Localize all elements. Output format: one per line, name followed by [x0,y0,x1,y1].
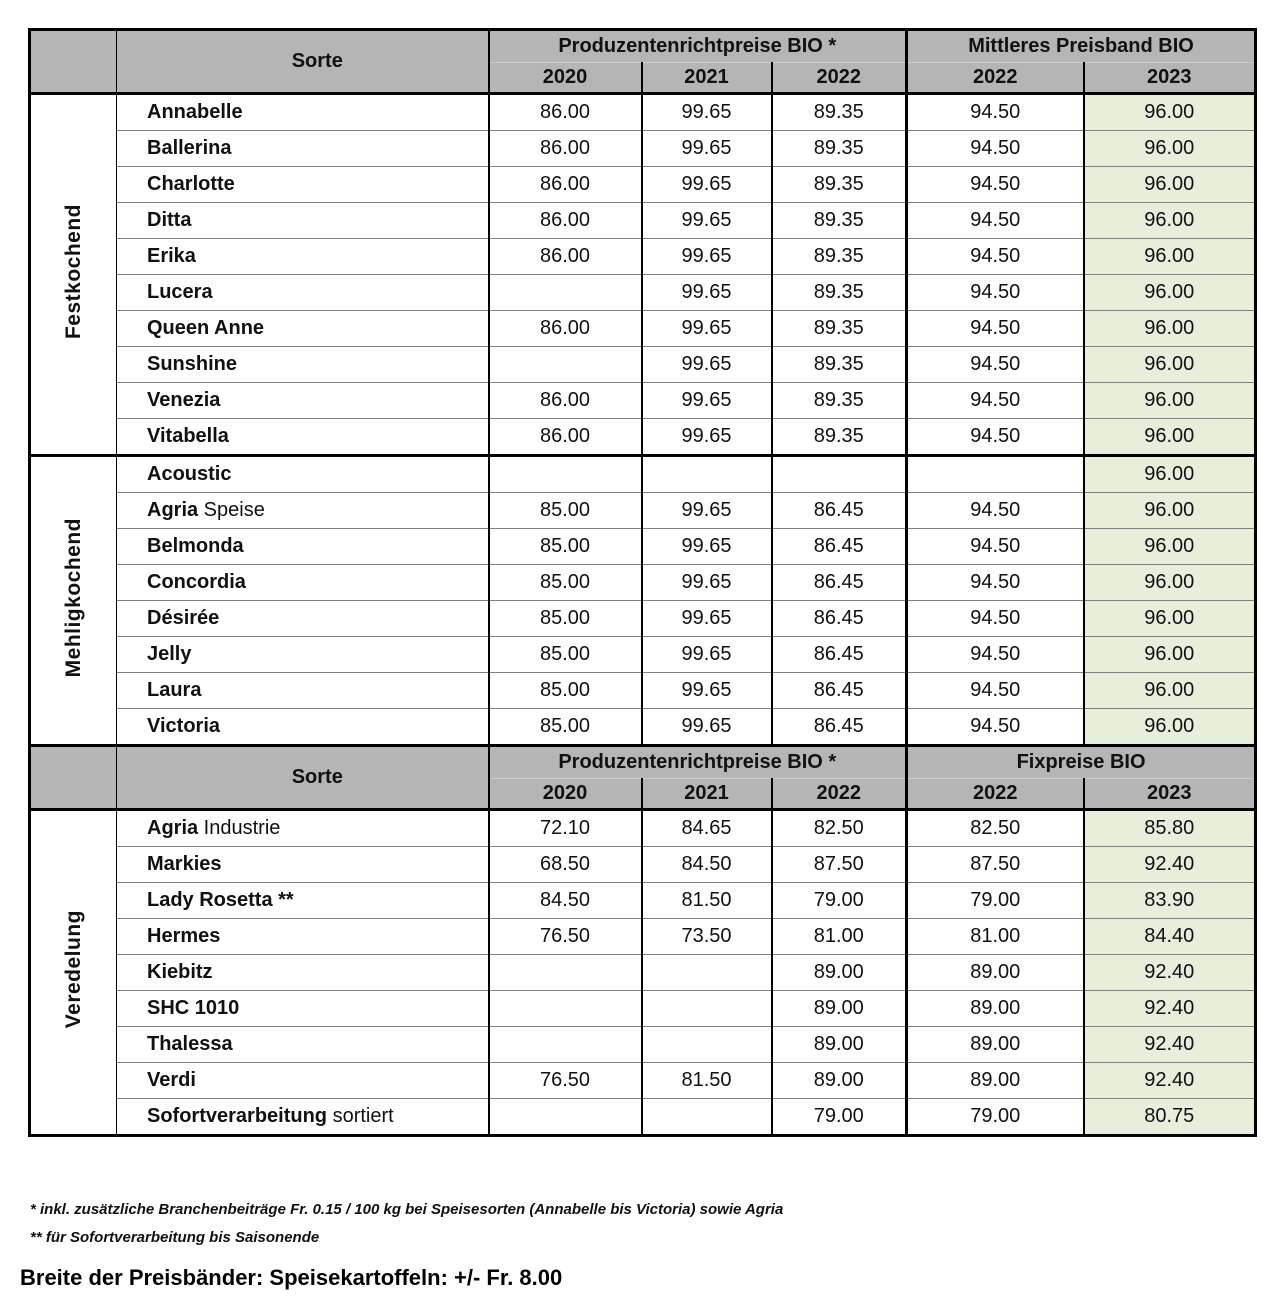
price-cell: 99.65 [642,601,772,637]
price-cell: 99.65 [642,709,772,746]
footnotes [30,1196,783,1252]
price-cell: 99.65 [642,275,772,311]
header-group-row [30,746,1256,779]
header-category-spacer [30,30,117,94]
table-row [30,131,1256,167]
table-row [30,203,1256,239]
category-label: Veredelung [62,910,85,1029]
price-cell: 86.00 [489,94,642,131]
variety-name: Lucera [147,281,213,303]
price-cell: 86.00 [489,167,642,203]
price-cell [489,1099,642,1136]
variety-name: Agria [147,499,199,521]
price-cell: 92.40 [1084,847,1256,883]
variety-name-cell [117,1099,489,1136]
header-year: 2020 [489,63,642,94]
price-cell: 86.00 [489,203,642,239]
price-cell: 94.50 [907,709,1084,746]
price-cell: 86.45 [772,493,907,529]
price-band-note: Breite der Preisbänder: Speisekartoffeln: +/- Fr. 8.00 [20,1265,563,1290]
price-cell [489,991,642,1027]
price-cell: 89.00 [772,1027,907,1063]
header-year: 2023 [1084,779,1256,810]
table-row [30,529,1256,565]
price-cell: 99.65 [642,383,772,419]
price-cell: 87.50 [772,847,907,883]
variety-name: Erika [147,245,196,267]
price-cell: 99.65 [642,311,772,347]
variety-name-suffix: Speise [198,499,265,521]
price-cell: 82.50 [772,810,907,847]
price-cell: 99.65 [642,529,772,565]
variety-name-cell [117,529,489,565]
table-header-block [30,746,1256,810]
header-group-left: Produzentenrichtpreise BIO * [489,746,907,779]
price-cell: 89.35 [772,419,907,456]
price-cell [642,1099,772,1136]
table-row [30,919,1256,955]
variety-name: Thalessa [147,1033,233,1055]
header-category-spacer [30,746,117,810]
price-cell: 86.00 [489,419,642,456]
variety-name: Hermes [147,925,221,947]
price-cell: 84.50 [489,883,642,919]
price-cell: 86.45 [772,565,907,601]
price-cell: 99.65 [642,203,772,239]
price-cell: 81.50 [642,1063,772,1099]
price-cell: 96.00 [1084,493,1256,529]
table-row [30,810,1256,847]
price-cell: 96.00 [1084,275,1256,311]
price-cell: 83.90 [1084,883,1256,919]
price-cell: 96.00 [1084,565,1256,601]
price-cell: 89.35 [772,311,907,347]
header-group-row [30,30,1256,63]
price-cell [489,1027,642,1063]
variety-name: Ditta [147,209,192,231]
variety-name: Jelly [147,643,192,665]
variety-name-cell [117,347,489,383]
price-cell: 89.35 [772,167,907,203]
table-row [30,1063,1256,1099]
price-cell: 85.00 [489,637,642,673]
price-cell: 89.35 [772,275,907,311]
price-cell: 94.50 [907,565,1084,601]
price-cell: 96.00 [1084,637,1256,673]
table-row [30,847,1256,883]
table-row [30,311,1256,347]
price-cell: 85.80 [1084,810,1256,847]
variety-name: Annabelle [147,101,243,123]
price-cell: 86.45 [772,601,907,637]
price-cell: 99.65 [642,637,772,673]
price-cell: 86.00 [489,311,642,347]
variety-name-cell [117,203,489,239]
variety-name: Sofortverarbeitung [147,1105,328,1127]
price-cell: 99.65 [642,239,772,275]
variety-name: Victoria [147,715,220,737]
price-cell: 84.40 [1084,919,1256,955]
price-cell: 92.40 [1084,955,1256,991]
price-cell: 89.00 [772,1063,907,1099]
price-cell: 96.00 [1084,131,1256,167]
price-cell: 76.50 [489,1063,642,1099]
bio-potato-price-table [28,28,1257,1137]
price-cell: 94.50 [907,529,1084,565]
category-label-cell [30,456,117,746]
variety-name: Markies [147,853,222,875]
variety-name-cell [117,565,489,601]
variety-name: SHC 1010 [147,997,240,1019]
variety-name: Queen Anne [147,317,265,339]
price-cell: 72.10 [489,810,642,847]
price-cell: 89.00 [907,955,1084,991]
price-cell: 94.50 [907,94,1084,131]
variety-name: Ballerina [147,137,232,159]
variety-name-suffix: Industrie [198,817,281,839]
price-cell: 96.00 [1084,383,1256,419]
variety-name-cell [117,167,489,203]
variety-name-cell [117,883,489,919]
price-cell: 89.35 [772,383,907,419]
price-cell [642,991,772,1027]
price-cell: 99.65 [642,565,772,601]
price-cell: 99.65 [642,419,772,456]
variety-name-suffix: sortiert [327,1105,394,1127]
price-cell: 85.00 [489,673,642,709]
header-group-right: Mittleres Preisband BIO [907,30,1256,63]
variety-name-cell [117,919,489,955]
variety-name: Agria [147,817,199,839]
header-group-right: Fixpreise BIO [907,746,1256,779]
variety-name: Laura [147,679,202,701]
category-label: Festkochend [62,203,85,340]
price-cell: 89.35 [772,131,907,167]
price-cell: 94.50 [907,601,1084,637]
price-cell: 99.65 [642,131,772,167]
price-cell: 96.00 [1084,167,1256,203]
header-sorte: Sorte [117,746,489,810]
price-cell: 85.00 [489,565,642,601]
price-cell: 99.65 [642,94,772,131]
table-row [30,493,1256,529]
table-row [30,601,1256,637]
variety-name: Belmonda [147,535,244,557]
price-cell: 94.50 [907,167,1084,203]
variety-name-cell [117,383,489,419]
price-cell [489,955,642,991]
price-cell: 96.00 [1084,419,1256,456]
price-cell: 96.00 [1084,709,1256,746]
price-cell: 81.00 [772,919,907,955]
price-cell: 81.50 [642,883,772,919]
table-row [30,167,1256,203]
variety-name-cell [117,131,489,167]
table-row [30,883,1256,919]
variety-name-cell [117,847,489,883]
header-year: 2020 [489,779,642,810]
price-cell: 96.00 [1084,239,1256,275]
header-sorte: Sorte [117,30,489,94]
price-cell: 85.00 [489,601,642,637]
price-cell: 94.50 [907,493,1084,529]
variety-name-cell [117,955,489,991]
table-row [30,637,1256,673]
variety-name-cell [117,493,489,529]
table-row [30,94,1256,131]
variety-name: Verdi [147,1069,196,1091]
variety-name-cell [117,709,489,746]
table-row [30,275,1256,311]
variety-name: Venezia [147,389,221,411]
price-cell: 96.00 [1084,456,1256,493]
price-cell: 96.00 [1084,203,1256,239]
price-cell: 96.00 [1084,94,1256,131]
price-cell: 86.00 [489,131,642,167]
price-cell: 89.00 [772,955,907,991]
table-row [30,383,1256,419]
price-cell: 89.35 [772,203,907,239]
header-year: 2022 [772,779,907,810]
price-cell: 94.50 [907,275,1084,311]
footnote-2: ** für Sofortverarbeitung bis Saisonende [30,1228,320,1246]
variety-name-cell [117,1027,489,1063]
price-cell: 68.50 [489,847,642,883]
variety-name-cell [117,456,489,493]
price-cell [489,456,642,493]
variety-name-cell [117,673,489,709]
table-row [30,955,1256,991]
price-cell: 85.00 [489,709,642,746]
variety-name-cell [117,419,489,456]
price-cell: 79.00 [772,1099,907,1136]
price-cell [907,456,1084,493]
variety-name-cell [117,94,489,131]
price-cell: 94.50 [907,311,1084,347]
table-row [30,673,1256,709]
variety-name: Acoustic [147,463,232,485]
price-cell [489,347,642,383]
price-cell: 89.35 [772,347,907,383]
variety-name: Vitabella [147,425,229,447]
price-cell [642,955,772,991]
price-cell: 92.40 [1084,1063,1256,1099]
price-cell: 94.50 [907,637,1084,673]
table-row [30,347,1256,383]
price-cell: 79.00 [772,883,907,919]
price-cell: 94.50 [907,131,1084,167]
variety-name: Kiebitz [147,961,213,983]
price-cell: 82.50 [907,810,1084,847]
price-cell: 96.00 [1084,529,1256,565]
price-cell: 94.50 [907,203,1084,239]
price-cell: 96.00 [1084,347,1256,383]
price-cell: 89.00 [907,1027,1084,1063]
price-cell: 73.50 [642,919,772,955]
category-label-cell [30,94,117,456]
price-cell: 89.00 [907,1063,1084,1099]
price-cell: 79.00 [907,1099,1084,1136]
price-cell: 96.00 [1084,601,1256,637]
price-cell: 76.50 [489,919,642,955]
table-row [30,456,1256,493]
price-cell: 96.00 [1084,311,1256,347]
header-group-left: Produzentenrichtpreise BIO * [489,30,907,63]
price-cell: 99.65 [642,167,772,203]
price-cell: 94.50 [907,347,1084,383]
table-row [30,1027,1256,1063]
header-year: 2023 [1084,63,1256,94]
table-row [30,239,1256,275]
price-cell [642,456,772,493]
header-year: 2022 [907,63,1084,94]
variety-name-cell [117,239,489,275]
section-veredelung [30,810,1256,1136]
header-year: 2022 [907,779,1084,810]
variety-name: Lady Rosetta ** [147,889,294,911]
price-cell: 94.50 [907,419,1084,456]
header-year: 2021 [642,63,772,94]
price-cell: 86.45 [772,709,907,746]
category-label: Mehligkochend [62,517,85,678]
variety-name-cell [117,810,489,847]
price-cell [489,275,642,311]
table-header-block [30,30,1256,94]
price-cell: 86.45 [772,529,907,565]
price-cell [642,1027,772,1063]
price-cell: 89.00 [772,991,907,1027]
category-label-cell [30,810,117,1136]
price-cell: 86.00 [489,383,642,419]
table-row [30,565,1256,601]
variety-name-cell [117,1063,489,1099]
price-cell [772,456,907,493]
price-cell: 94.50 [907,239,1084,275]
price-cell: 89.35 [772,239,907,275]
price-cell: 81.00 [907,919,1084,955]
section-mehligkochend [30,456,1256,746]
variety-name: Concordia [147,571,246,593]
price-cell: 86.45 [772,673,907,709]
price-cell: 89.00 [907,991,1084,1027]
variety-name-cell [117,275,489,311]
price-cell: 80.75 [1084,1099,1256,1136]
table-row [30,709,1256,746]
price-cell: 89.35 [772,94,907,131]
price-cell: 99.65 [642,493,772,529]
price-cell: 84.50 [642,847,772,883]
price-cell: 99.65 [642,673,772,709]
variety-name-cell [117,637,489,673]
price-cell: 99.65 [642,347,772,383]
price-cell: 86.45 [772,637,907,673]
section-festkochend [30,94,1256,456]
header-year: 2021 [642,779,772,810]
table-row [30,419,1256,456]
price-cell: 85.00 [489,493,642,529]
table-row [30,1099,1256,1136]
variety-name: Charlotte [147,173,235,195]
price-cell: 79.00 [907,883,1084,919]
table-row [30,991,1256,1027]
header-year: 2022 [772,63,907,94]
variety-name: Sunshine [147,353,238,375]
variety-name: Désirée [147,607,220,629]
price-cell: 92.40 [1084,1027,1256,1063]
variety-name-cell [117,311,489,347]
price-cell: 92.40 [1084,991,1256,1027]
price-cell: 87.50 [907,847,1084,883]
price-cell: 94.50 [907,383,1084,419]
price-cell: 86.00 [489,239,642,275]
variety-name-cell [117,601,489,637]
variety-name-cell [117,991,489,1027]
footnote-1: * inkl. zusätzliche Branchenbeiträge Fr. 0.15 / 100 kg bei Speisesorten (Annabelle bis Victoria) sowie Agria [30,1201,784,1218]
price-cell: 96.00 [1084,673,1256,709]
price-cell: 85.00 [489,529,642,565]
price-cell: 94.50 [907,673,1084,709]
price-cell: 84.65 [642,810,772,847]
